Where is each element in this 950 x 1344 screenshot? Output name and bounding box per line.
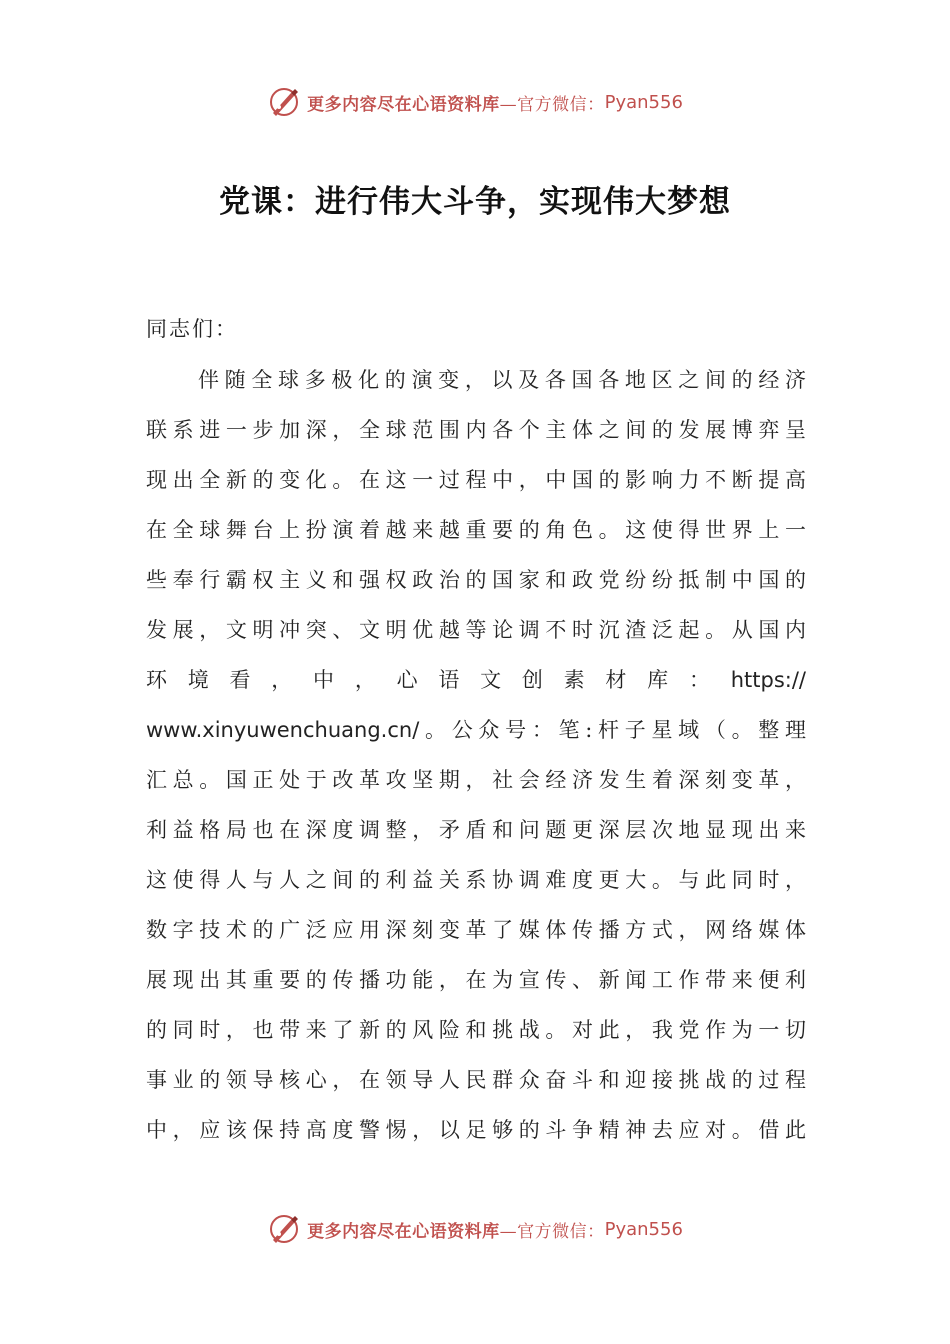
body-text	[146, 355, 806, 1155]
banner-wechat-id: Pyan556	[604, 1218, 683, 1240]
paragraph-line: 中，应该保持高度警惕，以足够的斗争精神去应对。借此	[146, 1118, 806, 1142]
banner-wechat-id: Pyan556	[604, 91, 683, 113]
paragraph-line: 的同时，也带来了新的风险和挑战。对此，我党作为一切	[146, 1018, 806, 1042]
banner-brand: 更多内容尽在心语资料库	[307, 94, 500, 115]
paragraph-line: 些奉行霸权主义和强权政治的国家和政党纷纷抵制中国的	[146, 568, 806, 592]
paragraph-line: 事业的领导核心，在领导人民群众奋斗和迎接挑战的过程	[146, 1068, 806, 1092]
banner-wechat-label: —官方微信：	[499, 1221, 605, 1242]
paragraph-line: 发展，文明冲突、文明优越等论调不时沉渣泛起。从国内	[146, 618, 806, 642]
paragraph-line: 现出全新的变化。在这一过程中，中国的影响力不断提高	[146, 468, 806, 492]
paragraph-line-with-url	[146, 655, 806, 705]
paragraph-line: 展现出其重要的传播功能，在为宣传、新闻工作带来便利	[146, 968, 806, 992]
line-text: 。公众号：笔:杆子星域（。整理	[419, 718, 806, 742]
banner-wechat-label: —官方微信：	[499, 94, 605, 115]
paragraph-line-with-url	[146, 705, 806, 755]
paragraph-line: 联系进一步加深，全球范围内各个主体之间的发展博弈呈	[146, 418, 806, 442]
pen-logo-icon	[267, 1212, 301, 1246]
paragraph-line: 这使得人与人之间的利益关系协调难度更大。与此同时，	[146, 868, 806, 892]
line-text: 环 境 看 ， 中 ， 心 语 文 创 素 材 库 ：	[146, 668, 717, 692]
document-title: 党课：进行伟大斗争，实现伟大梦想	[219, 184, 731, 220]
banner-brand: 更多内容尽在心语资料库	[307, 1221, 500, 1242]
paragraph-line: 汇总。国正处于改革攻坚期，社会经济发生着深刻变革，	[146, 768, 806, 792]
footer-banner	[0, 1209, 950, 1249]
salutation: 同志们：	[146, 317, 238, 341]
paragraph-line: 伴随全球多极化的演变，以及各国各地区之间的经济	[198, 368, 806, 392]
paragraph-line: 在全球舞台上扮演着越来越重要的角色。这使得世界上一	[146, 518, 806, 542]
header-banner	[0, 82, 950, 122]
source-url-part2: www.xinyuwenchuang.cn/	[146, 718, 420, 742]
paragraph-line: 利益格局也在深度调整，矛盾和问题更深层次地显现出来	[146, 818, 806, 842]
paragraph-line: 数字技术的广泛应用深刻变革了媒体传播方式，网络媒体	[146, 918, 806, 942]
pen-logo-icon	[267, 85, 301, 119]
source-url-part1: https://	[730, 668, 806, 692]
